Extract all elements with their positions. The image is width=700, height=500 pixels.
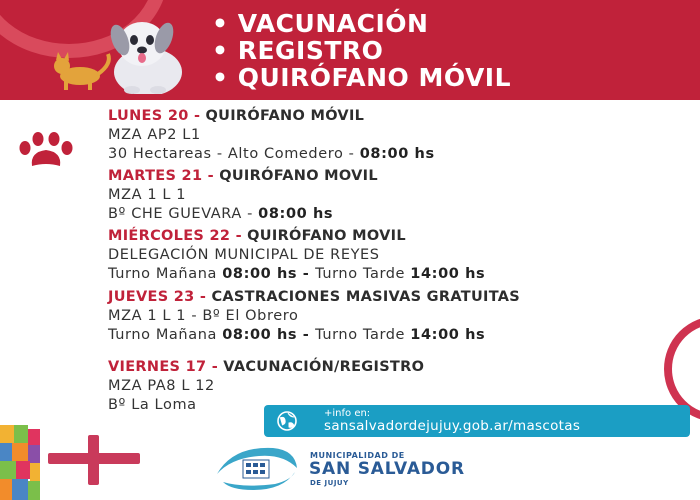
header-banner bbox=[0, 0, 700, 100]
entry-title: VACUNACIÓN/REGISTRO bbox=[223, 359, 425, 375]
entry-time-afternoon: 14:00 hs bbox=[410, 327, 486, 343]
municipal-logo-icon bbox=[213, 444, 299, 490]
paw-icon bbox=[16, 132, 76, 170]
decorative-mosaic bbox=[0, 425, 40, 500]
entry-location: MZA PA8 L 12 bbox=[108, 378, 215, 394]
entry-shift-afternoon: Turno Tarde bbox=[315, 327, 411, 343]
entry-address: 30 Hectareas - Alto Comedero - bbox=[108, 146, 360, 162]
logo-text-province: DE JUJUY bbox=[310, 479, 349, 487]
entry-location: MZA AP2 L1 bbox=[108, 127, 201, 143]
services-heading-list bbox=[212, 10, 511, 91]
info-label: +info en: bbox=[324, 408, 371, 419]
entry-separator: - bbox=[297, 266, 316, 282]
dog-and-cat-illustration-icon bbox=[50, 14, 200, 94]
schedule-entry-monday bbox=[108, 107, 435, 164]
entry-time: 08:00 hs bbox=[258, 206, 334, 222]
info-url-link[interactable]: sansalvadordejujuy.gob.ar/mascotas bbox=[324, 418, 581, 434]
entry-shift-afternoon: Turno Tarde bbox=[315, 266, 411, 282]
entry-title: QUIRÓFANO MOVIL bbox=[247, 228, 406, 244]
entry-day: LUNES 20 - bbox=[108, 108, 201, 124]
schedule-entry-thursday bbox=[108, 288, 520, 345]
entry-address: Bº CHE GUEVARA - bbox=[108, 206, 259, 222]
entry-location: MZA 1 L 1 - Bº El Obrero bbox=[108, 308, 299, 324]
entry-title: CASTRACIONES MASIVAS GRATUITAS bbox=[211, 289, 521, 305]
schedule-entry-tuesday bbox=[108, 167, 378, 224]
entry-time-morning: 08:00 hs bbox=[222, 327, 298, 343]
logo-text-city: SAN SALVADOR bbox=[309, 459, 465, 479]
info-link-box[interactable] bbox=[264, 405, 690, 437]
logo-text-municipality: MUNICIPALIDAD DE bbox=[310, 451, 405, 460]
entry-location: MZA 1 L 1 bbox=[108, 187, 187, 203]
decorative-plus bbox=[88, 435, 99, 485]
entry-time: 08:00 hs bbox=[359, 146, 435, 162]
entry-title: QUIRÓFANO MOVIL bbox=[219, 168, 378, 184]
entry-day: MIÉRCOLES 22 - bbox=[108, 228, 242, 244]
entry-time-afternoon: 14:00 hs bbox=[410, 266, 486, 282]
schedule-entry-wednesday bbox=[108, 227, 485, 284]
entry-time-morning: 08:00 hs bbox=[222, 266, 298, 282]
entry-day: MARTES 21 - bbox=[108, 168, 214, 184]
heading-item: • QUIRÓFANO MÓVIL bbox=[212, 64, 511, 91]
entry-title: QUIRÓFANO MÓVIL bbox=[205, 108, 365, 124]
heading-item: • VACUNACIÓN bbox=[212, 10, 511, 37]
entry-day: JUEVES 23 - bbox=[108, 289, 207, 305]
entry-shift-morning: Turno Mañana bbox=[108, 266, 223, 282]
globe-icon bbox=[276, 410, 298, 432]
entry-address: Bº La Loma bbox=[108, 397, 197, 413]
entry-separator: - bbox=[297, 327, 316, 343]
entry-shift-morning: Turno Mañana bbox=[108, 327, 223, 343]
entry-location: DELEGACIÓN MUNICIPAL DE REYES bbox=[108, 247, 380, 263]
heading-item: • REGISTRO bbox=[212, 37, 511, 64]
entry-day: VIERNES 17 - bbox=[108, 359, 219, 375]
